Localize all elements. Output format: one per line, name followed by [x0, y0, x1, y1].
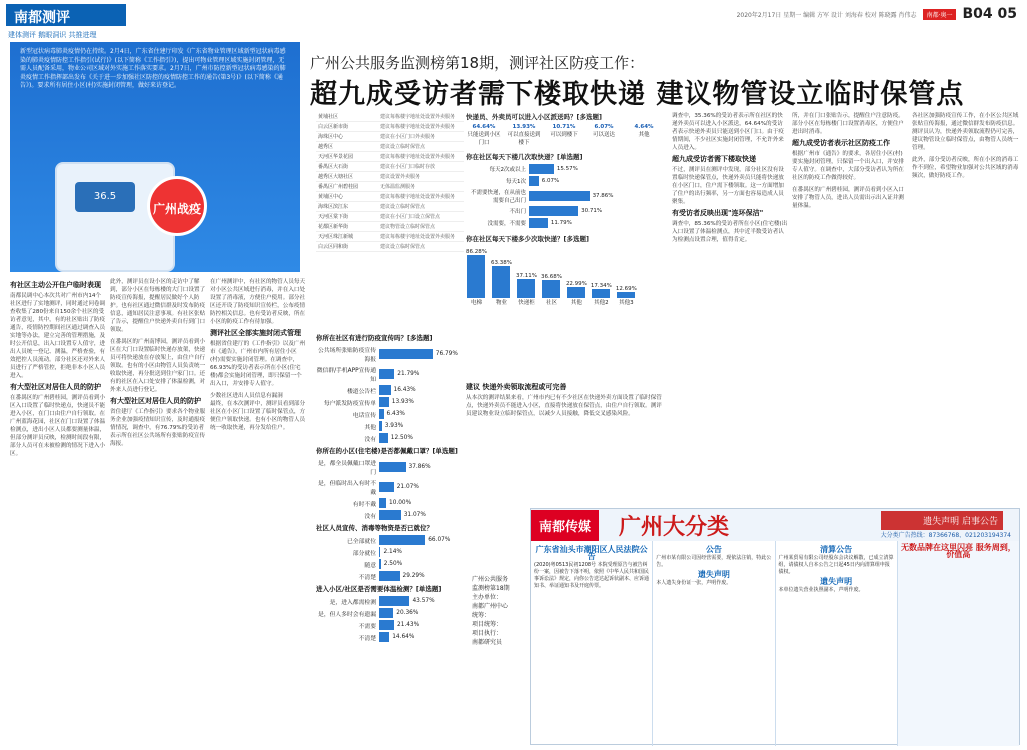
poll-row	[316, 421, 466, 431]
right-heading-2: 有受访者反映出现"连环保洁"	[672, 209, 764, 217]
chart-2-label: 没需要，不需要	[487, 221, 526, 227]
classified-ads	[530, 508, 1020, 745]
table-cell: 白云区新市街	[318, 124, 349, 130]
chart-2-value: 6.07%	[541, 178, 560, 184]
table-cell: 建议设置外卖服务	[380, 174, 421, 180]
poll-bar	[379, 409, 384, 419]
poll-bar	[379, 385, 391, 395]
chart-3-label: 社区	[545, 300, 557, 306]
table-cell: 黄埔区中心	[318, 194, 344, 200]
poll-value: 29.29%	[402, 573, 425, 579]
poll-row	[316, 571, 466, 581]
chart-3-label: 其他	[570, 300, 582, 306]
table-cell: 白云区同和街	[318, 244, 349, 250]
table-cell: 番禺区广州碧桂园	[318, 184, 359, 190]
table-cell: 建议设立临时保管点	[380, 144, 426, 150]
table-cell: 建议设立临时保管点	[380, 204, 426, 210]
chart-2-label: 每天2次或以上	[489, 167, 526, 173]
section-heading: 有社区主动公开住户临时表现	[10, 281, 101, 289]
poll-value: 21.43%	[397, 622, 420, 628]
info-column	[472, 575, 530, 647]
poll-bar	[379, 608, 393, 618]
badge-icon: 广州战疫	[147, 176, 207, 236]
section-heading-2: 有大型社区对居住人员的防护	[10, 383, 101, 391]
chart-2-label: 不出门	[509, 209, 526, 215]
table-row	[316, 172, 464, 182]
table-row	[316, 212, 464, 222]
chart-3-bar	[567, 287, 585, 298]
table-cell: 花都区新华街	[318, 224, 349, 230]
intro-panel	[10, 42, 300, 272]
chart-1	[466, 112, 666, 146]
poll-label: 没有	[364, 513, 376, 520]
poll-label: 公共场所张贴防疫宣传海报	[318, 348, 376, 363]
poll-label: 不清楚	[358, 635, 376, 642]
red-tag: 南都·奥一	[923, 9, 957, 20]
chart-3-value: 22.99%	[565, 280, 587, 287]
chart-2-row	[466, 188, 666, 204]
chart-2-bar	[529, 206, 578, 216]
poll-label: 是，都全员佩戴口罩进门	[318, 461, 376, 476]
poll-row	[316, 535, 466, 545]
poll-label: 电话宣传	[352, 412, 376, 419]
brand-subtitle: 建体测评 鹅眼洞识 共推进理	[8, 31, 97, 39]
chart-2	[466, 152, 666, 228]
ad-col-2-title: 公告	[705, 545, 722, 554]
ad-col-3: 清算公告 广州某贸易有限公司经股东会决议解散，已成立清算组，请债权人自本公告之日起45日内向清算组申报债权。 遗失声明 本单位遗失营业执照副本，声明作废。	[776, 541, 898, 746]
info-line: 主办单位：	[472, 594, 503, 601]
poll-3-title: 社区人员宣传、消毒等物资是否已就位？	[316, 524, 433, 532]
info-line: 监测榜第18期	[472, 585, 510, 592]
table-row	[316, 112, 464, 122]
poll-value: 21.79%	[397, 371, 420, 377]
poll-bar	[379, 632, 389, 642]
chart-3-label: 快递柜	[518, 300, 535, 306]
poll-label: 是，进入都需检测	[329, 599, 376, 606]
poll-label: 每户派发防疫宣传单	[323, 400, 376, 407]
poll-row	[316, 478, 466, 496]
poll-value: 14.64%	[392, 634, 415, 640]
poll-row	[316, 547, 466, 557]
table-cell: 天河区华景花园	[318, 154, 354, 160]
chart-3-value: 63.38%	[490, 260, 512, 267]
ad-col-1-title: 广东省汕头市潮阳区人民法院公告	[535, 545, 648, 561]
chart-3-label: 电梯	[470, 300, 482, 306]
poll-value: 21.07%	[396, 484, 419, 490]
center-heading: 建议 快递外卖领取流程或可完善	[466, 383, 567, 391]
poll-row	[316, 397, 466, 407]
poll-bar	[379, 510, 401, 520]
chart-1-value: 10.71%	[552, 124, 576, 130]
poll-label: 已全部就位	[347, 538, 376, 545]
chart-2-value: 11.79%	[550, 220, 572, 226]
poll-row	[316, 596, 466, 606]
info-line: 项目执行：	[472, 630, 503, 637]
table-cell: 建议在小区门口设立保管点	[380, 214, 441, 220]
chart-1-label: 只能送到小区门口	[467, 132, 501, 146]
left-column-2: 此外，测评员在设小区的走访中了解到，部分小区在每栋楼的大门口设置了防疫宣传海报，提醒居民做好个人防护。也有社区通过微信群及时发布防疫信息，通知居民注意事项。有社区张贴了告示，提醒住户快递外卖自行到门口领取。 在番禺区的广州南博园，测评员看到小区在大门口设置临时快递存放架，快递员可将快递放在存放架上，由住户自行领取。也有的小区由物管人员负责统一收取快递，再分批送到住户家门口。还有的社区在入口处安排了体温检测，对外来人员进行登记。 有大型社区对居住人员的防护 省住建厅《工作指引》要求各个物业服务企业加强疫情知识宣传，及时通报疫情情况，调查中，有76.79%的受访者表示所在社区公共场所有张贴防疫宣传海报。	[110, 279, 206, 447]
poll-row	[316, 608, 466, 618]
info-line: 南都研究员	[472, 639, 503, 646]
chart-2-title: 你在社区每天下楼几次取快递？[单选题]	[466, 153, 583, 161]
chart-1-label: 可以直接送到楼下	[507, 132, 541, 146]
right-heading-3: 超九成受访者表示社区防疫工作	[792, 139, 890, 147]
table-cell: 越秀区	[318, 144, 334, 150]
chart-3-label: 物业	[495, 300, 507, 306]
poll-bar	[379, 535, 425, 545]
poll-row	[316, 632, 466, 642]
chart-2-row	[466, 206, 666, 216]
ad-col-3-title: 清算公告	[820, 545, 853, 554]
poll-bar	[379, 462, 406, 472]
chart-3-value: 37.11%	[515, 273, 537, 280]
poll-label: 不清楚	[358, 574, 376, 581]
table-cell: 建议设立临时保管点	[380, 244, 426, 250]
poll-1-title: 你所在社区有进行防疫宣传吗？[多选题]	[316, 334, 433, 342]
ad-logo: 南都传媒	[531, 510, 599, 541]
poll-4-title: 进入小区/社区是否需要体温检测？[单选题]	[316, 585, 442, 593]
brand-logo: 南都测评	[6, 4, 126, 26]
poll-label: 不需要	[358, 623, 376, 630]
poll-value: 43.57%	[412, 598, 435, 604]
poll-row	[316, 620, 466, 630]
right-column-2: 所，并在门口张贴告示，提醒住户注意防疫。部分小区在每栋楼门口设置消毒区，方便住户进出时消毒。 超九成受访者表示社区防疫工作 根据广州市《通告》的要求，各居住小区(村)要实施封闭管理，只保留一个出入口，并安排专人值守。在调查中，大部分受访者认为所在社区的防疫工作做得较好。 在番禺区的广州碧桂园，测评员看到小区入口安排了物管人员，进出人员需出示出入证并测量体温。	[792, 112, 908, 507]
chart-3-value: 36.68%	[540, 273, 562, 280]
chart-1-value: 6.07%	[594, 124, 614, 130]
ad-col-2: 公告 广州市某有限公司因经营需要，现依法注销，特此公告。 遗失声明 本人遗失身份证一张，声明作废。	[653, 541, 775, 746]
poll-value: 10.00%	[389, 500, 412, 506]
poll-label: 有时不戴	[352, 501, 376, 508]
chart-3-col	[616, 286, 637, 306]
ad-col-4-title: 遗失声明	[697, 570, 730, 579]
ad-col-5-title: 遗失声明	[820, 577, 853, 586]
chart-1-label: 可以到楼下	[550, 132, 578, 138]
chart-3-bar	[592, 289, 610, 298]
table-row	[316, 182, 464, 192]
poll-row	[316, 458, 466, 476]
table-cell: 番禺区大石街	[318, 164, 349, 170]
right-column-1: 调查中，35.36%的受访者表示所在社区的快递外卖员可以进入小区派送，64.64%的受访者表示快递外卖员只能送到小区门口。由于疫情期间，不少社区实施封闭管理，不允许外来人员进入。 超九成受访者需下楼取快递 不过，测评员在测评中发现，部分社区没有设置临时快递保管点，快递外卖员只能将快递放在小区门口，住户需下楼领取。这一方面增加了住户的出行频率，另一方面也容易造成人员聚集。 有受访者反映出现"连环保洁" 调查中，85.36%的受访者所在小区(住宅楼)出入口设置了体温检测点，其中近半数受访者认为检测点设置合理，值得肯定。	[672, 113, 788, 243]
table-cell: 建议每栋楼宇地址处设置外卖服务	[380, 114, 456, 120]
masthead-info	[737, 6, 1017, 22]
poll-bar	[379, 369, 394, 379]
poll-value: 3.93%	[384, 423, 404, 429]
center-column: 建议 快递外卖领取流程或可完善 从本次的测评结果来看，广州市内已有不少社区在快递外卖方面设置了临时保管点，快递外卖员不能进入小区，直接将快递放在保管点，由住户自行领取。测评员建议物业设立临时保管点，以减少人员接触，降低交叉感染风险。	[466, 380, 666, 500]
chart-3-col	[491, 260, 512, 306]
chart-2-bar	[529, 164, 554, 174]
table-cell: 建议在小区门口临时存放	[380, 164, 436, 170]
chart-1-item	[466, 124, 502, 146]
table-cell: 建议每栋楼宇地址处设置外卖服务	[380, 154, 456, 160]
poll-row	[316, 433, 466, 443]
left-column-1: 有社区主动公开住户临时表现 南都民调中心本次共对广州市内14个社区进行了实地测评，同时通过问卷调查收集了280份来自150余个社区的受访者意见，其中，有的社区贴出了防疫通告，疫情防控期间社区通过调查入员实地等办法，建立完善的管理措施，及时公开信息，出入口设置专人值守，进出人员统一登记、测温，严格查验，有效把控人员流动。部分社区还对外来人员进行了严格管控，拒绝非本小区人员进入。 有大型社区对居住人员的防护 在番禺区的广州碧桂园，测评员看到小区入口设置了临时快递点，快递员不能进入小区，在门口由住户自行领取。在广州蓝海花园，社区在门口设置了体温检测点，进出小区人员都要测量体温，但部分测评员反映，检测时间段有限，部分人员可在未被检测的情况下进入小区。	[10, 281, 106, 457]
chart-3-bar	[517, 279, 535, 298]
ad-title: 广州大分类	[619, 514, 730, 540]
chart-1-value: 4.64%	[634, 124, 654, 130]
poll-value: 37.86%	[408, 464, 431, 470]
poll-row	[316, 365, 466, 383]
chart-2-value: 37.86%	[592, 193, 614, 199]
table-cell: 海珠区滨江东	[318, 204, 349, 210]
chart-3-bar	[467, 255, 485, 298]
poll-row	[316, 498, 466, 508]
poll-label: 其他	[364, 424, 376, 431]
chart-3-title: 你在社区每天下楼多少次取快递？[多选题]	[466, 235, 589, 243]
chart-1-title: 快递员、外卖员可以进入小区派送吗？[多选题]	[466, 113, 602, 121]
poll-bar	[379, 397, 389, 407]
poll-bar	[379, 421, 382, 431]
right-column-3: 各社区加强防疫宣传工作，在小区公共区域张贴宣传海报，通过微信群发布防疫信息。测评员认为，快递外卖领取流程仍可完善，建议物管设立临时保管点，由物管人员统一管理。 此外，部分受访者反映，所在小区的消毒工作不到位，希望物业加强对公共区域的消毒频次，做好防疫工作。	[912, 113, 1019, 179]
chart-1-item	[586, 124, 622, 146]
chart-3-col	[566, 281, 587, 306]
info-line: 统筹：	[472, 612, 491, 619]
poll-section	[316, 330, 466, 644]
charts-area	[466, 112, 666, 312]
table-row	[316, 192, 464, 202]
table-row	[316, 162, 464, 172]
table-cell: 天河区棠下街	[318, 214, 349, 220]
chart-3-col	[541, 274, 562, 306]
poll-bar	[379, 620, 394, 630]
chart-1-label: 其他	[638, 132, 650, 138]
chart-3-bar	[542, 280, 560, 298]
poll-row	[316, 510, 466, 520]
poll-2-title: 你所在的小区(住宅楼)是否都佩戴口罩？[单选题]	[316, 447, 458, 455]
chart-2-bar	[529, 218, 548, 228]
chart-2-label: 每天1次	[506, 179, 526, 185]
poll-row	[316, 409, 466, 419]
headline-title: 超九成受访者需下楼取快递 建议物管设立临时保管点	[310, 79, 965, 110]
poll-value: 2.14%	[383, 549, 402, 555]
poll-bar	[379, 482, 394, 492]
poll-value: 2.50%	[383, 561, 403, 567]
poll-value: 13.93%	[391, 399, 414, 405]
chart-2-row	[466, 218, 666, 228]
date-line: 2020年2月17日 星期一 编辑 方军 设计 刘海春 校对 陈晓露 肖伟志	[736, 11, 917, 19]
poll-value: 76.79%	[435, 351, 458, 357]
table-row	[316, 132, 464, 142]
ad-col-right	[898, 541, 1019, 746]
chart-3-col	[591, 283, 612, 306]
right-heading-1: 超九成受访者需下楼取快递	[672, 155, 756, 163]
table-row	[316, 242, 464, 252]
chart-2-row	[466, 164, 666, 174]
poll-value: 12.50%	[390, 435, 413, 441]
info-line: 南都广州中心	[472, 603, 509, 610]
chart-1-item	[546, 124, 582, 146]
left-column-3: 在广州测评中，有社区的物管人员每天对小区公共区域进行消毒，并在入口处设置了消毒液，方便住户使用。部分社区还开设了防疫知识宣传栏，公布疫情防控相关信息。也有受访者反映，所在小区的防疫工作有待加强。 测评社区全部实施封闭式管理 根据省住建厅的《工作指引》以及广州市《通告》，广州市内所有居住小区(村)需要实施封闭管理。在调查中，66.93%的受访者表示所在小区(住宅楼)都会实施封闭管理，即只保留一个出入口，并安排专人值守。 少数社区进出人员信息有漏洞 最终，在本次测评中，测评员看到部分社区在小区门口设置了临时保管点，方便住户领取快递。也有小区的物管人员统一收取快递，再分发给住户。	[210, 279, 306, 431]
chart-2-value: 15.57%	[556, 166, 578, 172]
poll-label: 楼道公告栏	[347, 388, 376, 395]
chart-1-label: 可以送达	[592, 132, 615, 138]
chart-3-col	[466, 249, 487, 306]
table-row	[316, 122, 464, 132]
table-cell: 越秀区大塘社区	[318, 174, 354, 180]
headline-kicker: 广州公共服务监测榜第18期，测评社区防疫工作：	[310, 54, 645, 72]
table-cell: 建议物管设立临时保管点	[380, 224, 436, 230]
chart-3-value: 86.28%	[466, 248, 487, 255]
poll-value: 6.43%	[386, 411, 405, 417]
chart-2-value: 30.71%	[581, 208, 603, 214]
page-number: B04 05	[962, 6, 1017, 22]
poll-label: 是，但临时出入有时不戴	[318, 481, 376, 496]
chart-1-item	[506, 124, 542, 146]
table-cell: 海珠区中心	[318, 134, 344, 140]
chart-2-label: 不需要快递，在从前也需要自己出门	[470, 190, 526, 204]
poll-bar	[379, 547, 380, 557]
chart-2-bar	[529, 176, 539, 186]
ad-phone: 遗失声明 启事公告	[881, 511, 1003, 530]
poll-label: 部分就位	[352, 550, 376, 557]
chart-3-col	[516, 273, 537, 306]
poll-bar	[379, 571, 400, 581]
ad-phone-2: 大分类广告热线：87366768、021203194374	[880, 532, 1011, 539]
table-cell: 建议每栋楼宇地址处设置外卖服务	[380, 124, 456, 130]
chart-1-value: 64.64%	[472, 124, 496, 130]
info-line: 广州公共服务	[472, 576, 509, 583]
table-row	[316, 142, 464, 152]
chart-3-label: 其他2	[594, 300, 609, 306]
table-cell: 建议每栋楼宇地址处设置外卖服务	[380, 194, 456, 200]
table-cell: 黄埔社区	[318, 114, 339, 120]
table-row	[316, 232, 464, 242]
poll-bar	[379, 498, 386, 508]
table-row	[316, 202, 464, 212]
chart-3-bar	[492, 266, 510, 298]
chart-3-label: 其他3	[619, 300, 634, 306]
thermometer-reading: 36.5	[75, 182, 135, 212]
poll-label: 微信群/手机APP宣传通知	[316, 368, 376, 383]
table-cell: 建议在小区门口外卖服务	[380, 134, 436, 140]
poll-bar	[379, 433, 388, 443]
chart-1-item	[626, 124, 662, 146]
poll-value: 16.43%	[393, 387, 416, 393]
table-cell: 无体温监测服务	[380, 184, 416, 190]
poll-bar	[379, 596, 409, 606]
info-line: 项目统筹：	[472, 621, 503, 628]
ad-col-1: 广东省汕头市潮阳区人民法院公告 (2020)粤0513民初1208号 本院受理原告与被告纠纷一案，因被告下落不明，依照《中华人民共和国民事诉讼法》规定，向你公告送达起诉状副本、应诉通知书、举证通知书及开庭传票。	[531, 541, 653, 746]
table-row	[316, 222, 464, 232]
poll-label: 没有	[364, 436, 376, 443]
poll-value: 31.07%	[403, 512, 426, 518]
poll-bar	[379, 559, 381, 569]
community-table	[316, 112, 464, 252]
poll-value: 66.07%	[428, 537, 451, 543]
table-cell: 建议每栋楼宇地址处设置外卖服务	[380, 234, 456, 240]
thermometer-illustration	[55, 162, 201, 272]
chart-3-value: 17.34%	[590, 283, 612, 290]
chart-2-bar	[529, 191, 590, 201]
chart-2-row	[466, 176, 666, 186]
intro-text: 新型冠状病毒肺炎疫情仍在持续。2月4日，广东省住建厅印发《广东省物业管理区域新型冠状病毒感染的肺炎疫情防控工作指引(试行)》(以下简称《工作指引》)，提出可物业管理区域实施封闭管理，无需人员配备采用，物业公司区域对外实施工作落实要求。2月7日，广州市防控新型冠状病毒感染的肺炎疫情工作指挥部出发布《关于进一步加强社区防控的疫情防控工作的通告(第3号)》(以下简称《通告》)。要求所有居住小区(村)实施封闭管理，做好来访登记。	[20, 48, 286, 89]
poll-row	[316, 385, 466, 395]
chart-3	[466, 234, 666, 306]
poll-bar	[379, 349, 433, 359]
table-row	[316, 152, 464, 162]
table-cell: 天河区珠江新城	[318, 234, 354, 240]
poll-label: 随意	[364, 562, 376, 569]
chart-1-value: 13.93%	[512, 124, 536, 130]
poll-row	[316, 559, 466, 569]
poll-label: 是，但人多时会有遗漏	[318, 611, 376, 618]
poll-value: 20.36%	[396, 610, 419, 616]
poll-row	[316, 345, 466, 363]
chart-3-value: 12.69%	[615, 285, 637, 292]
ad-foot: 无数品牌在这里闪亮 服务周到，价值高	[900, 543, 1016, 559]
